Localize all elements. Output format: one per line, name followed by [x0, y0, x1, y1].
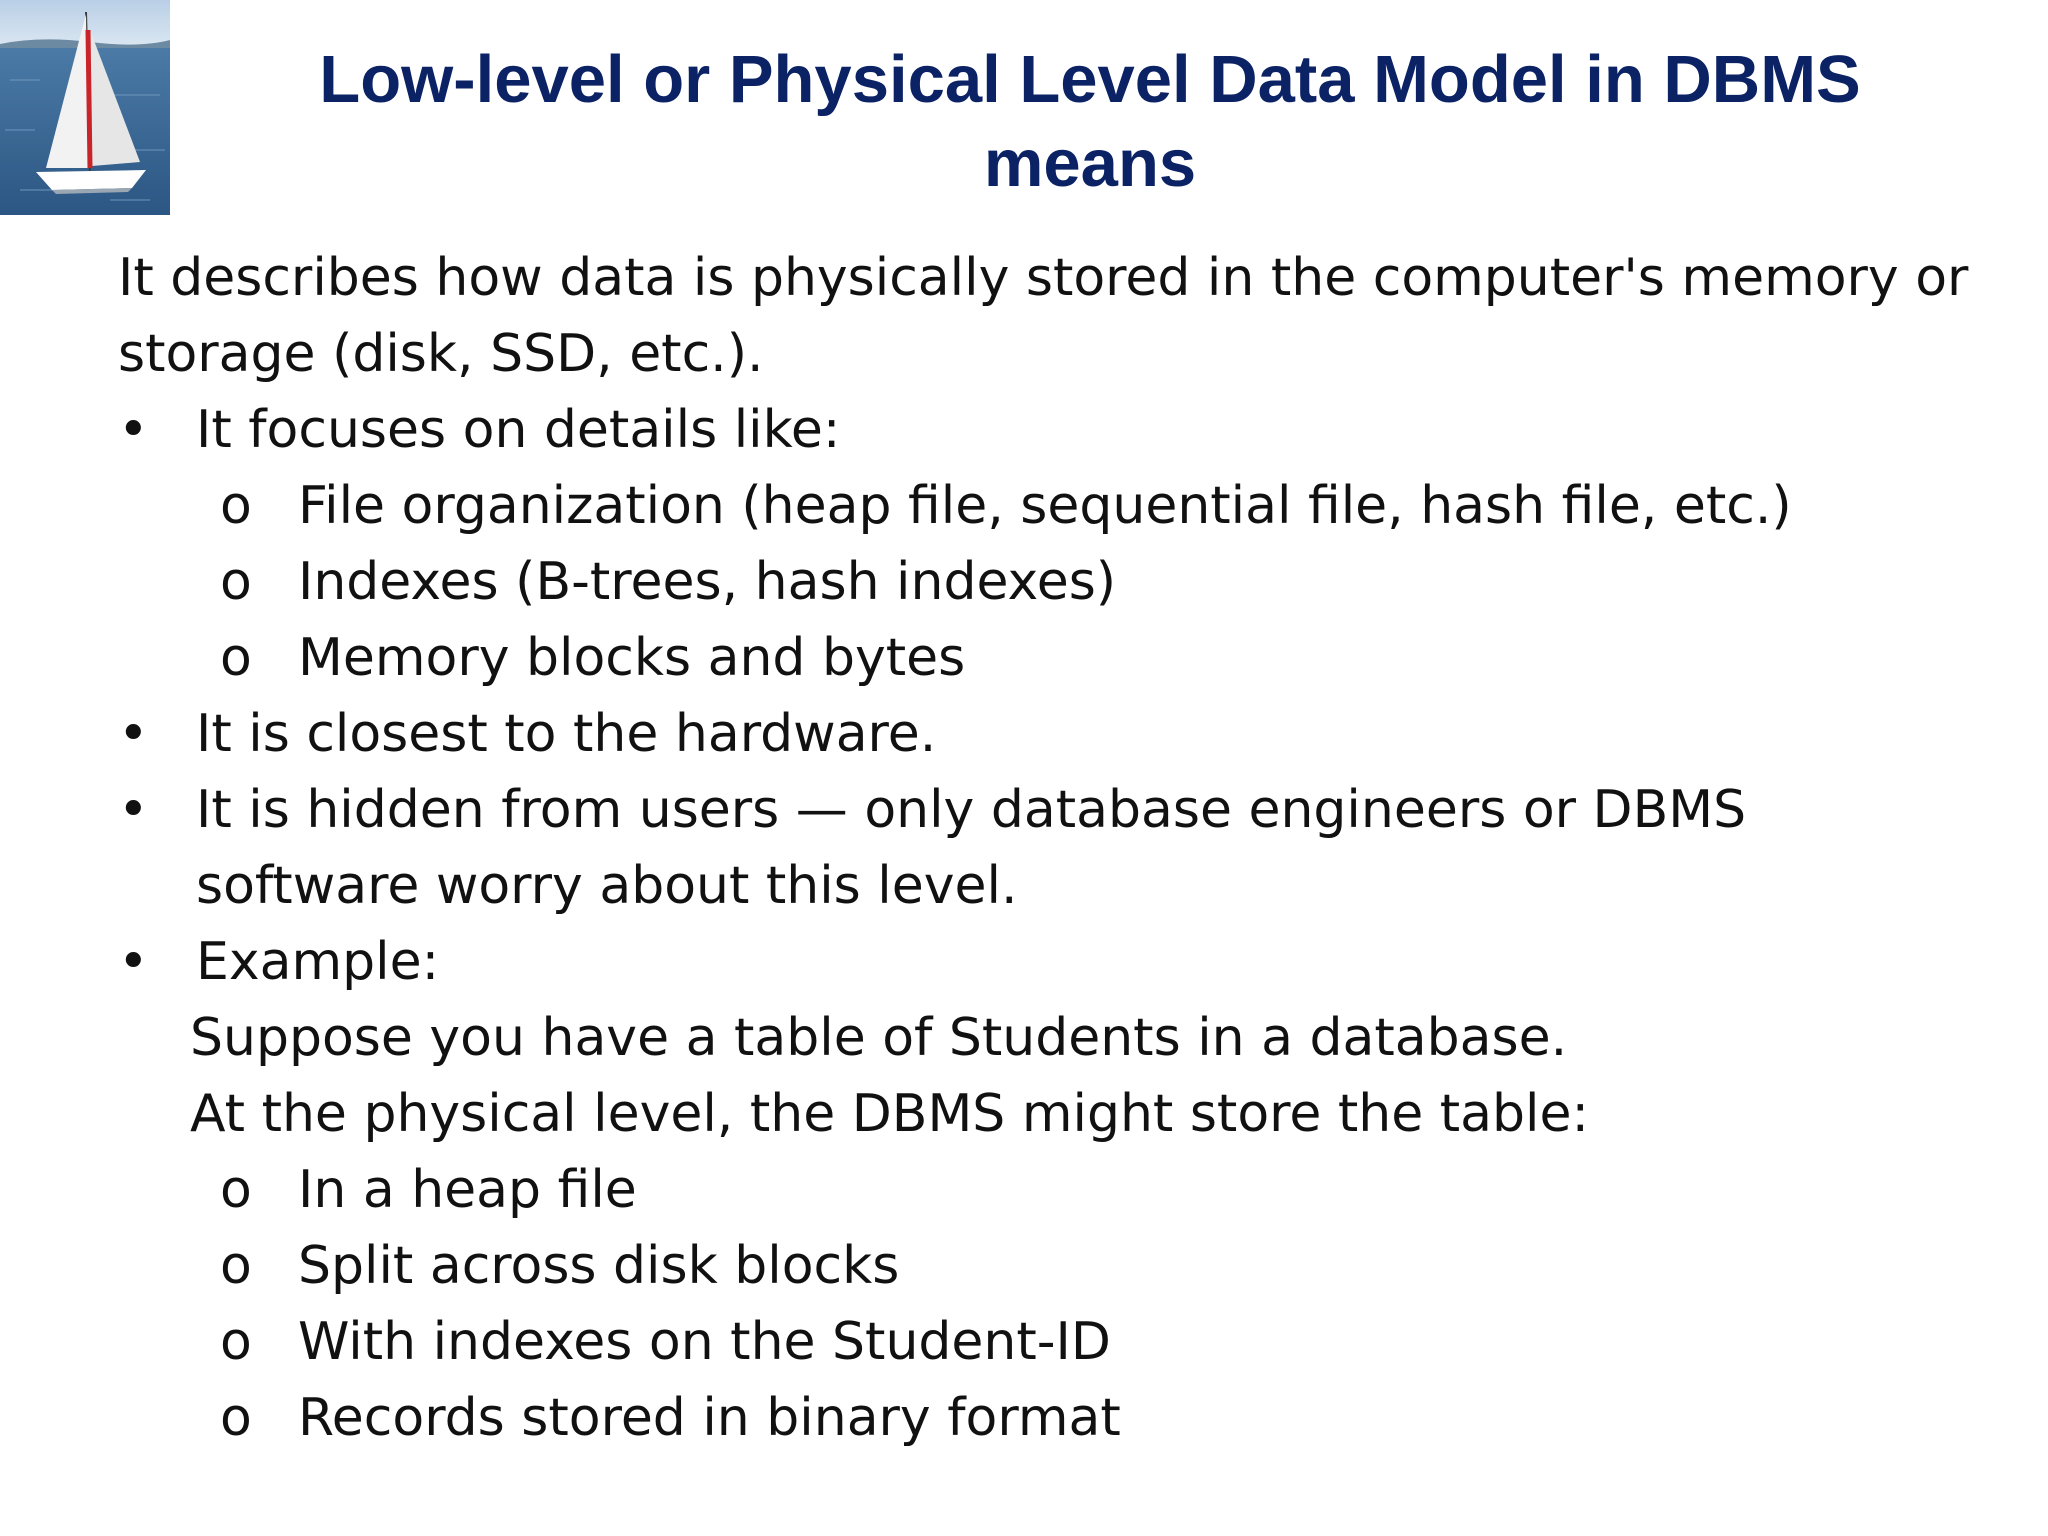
intro-line-1: It describes how data is physically stored in the computer's memory or: [118, 248, 1969, 308]
sub-list-text: Memory blocks and bytes: [298, 628, 966, 688]
bullet-continuation: software worry about this level.: [196, 856, 1018, 916]
sub-list-item: [118, 620, 1998, 696]
sub-list-text: File organization (heap file, sequential file, hash file, etc.): [298, 476, 1792, 536]
sub-list-item: [118, 468, 1998, 544]
sailboat-icon: [0, 0, 170, 215]
example-list-text: Records stored in binary format: [298, 1388, 1121, 1448]
example-list-item: [118, 1228, 1998, 1304]
slide-title-line2: means: [983, 126, 1197, 201]
sailboat-logo: [0, 0, 170, 215]
bullet-marker: •: [118, 400, 149, 460]
slide-title: [200, 38, 1980, 206]
bullet-text: It focuses on details like:: [196, 400, 841, 460]
bullet-item: [118, 392, 1998, 468]
bullet-marker: •: [118, 780, 149, 840]
example-list-text: Split across disk blocks: [298, 1236, 900, 1296]
intro-line-2: storage (disk, SSD, etc.).: [118, 324, 764, 384]
bullet-item: [118, 772, 1998, 848]
bullet-item: [118, 696, 1998, 772]
circle-marker: o: [220, 476, 252, 536]
circle-marker: o: [220, 1388, 252, 1448]
example-list-item: [118, 1152, 1998, 1228]
example-line: Suppose you have a table of Students in a database.: [190, 1008, 1568, 1068]
example-list-item: [118, 1380, 1998, 1456]
slide-title-line1: Low-level or Physical Level Data Model in DBMS: [319, 42, 1861, 117]
sub-list-text: Indexes (B-trees, hash indexes): [298, 552, 1117, 612]
bullet-item: [118, 924, 1998, 1000]
sub-list-item: [118, 544, 1998, 620]
circle-marker: o: [220, 1312, 252, 1372]
bullet-marker: •: [118, 704, 149, 764]
bullet-text: It is closest to the hardware.: [196, 704, 937, 764]
example-list-text: With indexes on the Student-ID: [298, 1312, 1111, 1372]
bullet-text: It is hidden from users — only database engineers or DBMS: [196, 780, 1747, 840]
bullet-marker: •: [118, 932, 149, 992]
circle-marker: o: [220, 552, 252, 612]
circle-marker: o: [220, 628, 252, 688]
slide-body: [118, 240, 1998, 1456]
example-list-item: [118, 1304, 1998, 1380]
circle-marker: o: [220, 1236, 252, 1296]
example-list-text: In a heap file: [298, 1160, 637, 1220]
example-line: At the physical level, the DBMS might store the table:: [190, 1084, 1589, 1144]
bullet-text: Example:: [196, 932, 440, 992]
circle-marker: o: [220, 1160, 252, 1220]
